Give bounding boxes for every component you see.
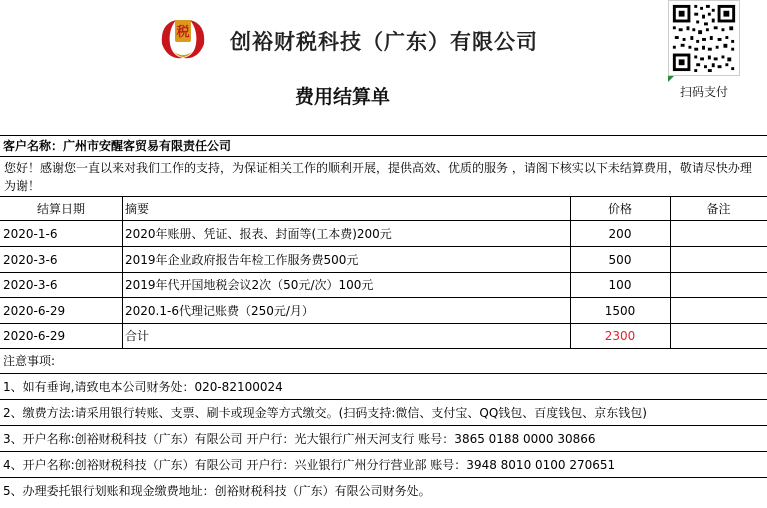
company-logo-icon <box>156 14 210 64</box>
logo-glyph: 税 <box>176 25 190 40</box>
qr-corner-marker <box>668 76 674 82</box>
total-date: 2020-6-29 <box>3 329 66 343</box>
note-line: 1、如有垂询,请致电本公司财务处：020-82100024 <box>0 374 767 400</box>
table-row <box>0 247 767 273</box>
row-price: 200 <box>608 227 632 241</box>
document-title: 费用结算单 <box>295 86 391 108</box>
row-summary: 2019年企业政府报告年检工作服务费500元 <box>125 253 359 267</box>
row-remark <box>670 221 767 246</box>
row-summary: 2020.1-6代理记账费（250元/月） <box>125 304 314 318</box>
qr-caption: 扫码支付 <box>680 85 729 99</box>
total-row <box>0 324 767 349</box>
customer-name: 客户名称：广州市安醒客贸易有限责任公司 <box>3 139 232 153</box>
note-line: 5、办理委托银行划账和现金缴费地址：创裕财税科技（广东）有限公司财务处。 <box>3 484 431 498</box>
company-name: 创裕财税科技（广东）有限公司 <box>230 30 538 54</box>
note-line: 2、缴费方法:请采用银行转账、支票、刷卡或现金等方式缴交。(扫码支持:微信、支付宝、QQ钱包、百度钱包、京东钱包) <box>0 400 767 426</box>
row-remark <box>670 247 767 272</box>
customer-row <box>0 135 767 157</box>
total-remark <box>670 324 767 348</box>
header-date: 结算日期 <box>36 202 85 216</box>
row-summary: 2019年代开国地税会议2次（50元/次）100元 <box>125 278 374 292</box>
row-date: 2020-3-6 <box>3 278 58 292</box>
header-remark: 备注 <box>706 202 731 216</box>
note-line: 4、开户名称:创裕财税科技（广东）有限公司 开户行：兴业银行广州分行营业部 账号：3948 8010 0100 270651 <box>0 452 767 478</box>
header-price: 价格 <box>607 202 632 216</box>
row-remark <box>670 298 767 323</box>
total-price: 2300 <box>604 329 636 343</box>
header-summary: 摘要 <box>125 202 150 216</box>
note-line: 3、开户名称:创裕财税科技（广东）有限公司 开户行：光大银行广州天河支行 账号：3865 0188 0000 30866 <box>0 426 767 452</box>
row-summary: 2020年账册、凭证、报表、封面等(工本费)200元 <box>125 227 392 241</box>
table-header-row <box>0 197 767 221</box>
row-price: 1500 <box>604 304 636 318</box>
logo-subtext: CY <box>177 45 189 54</box>
greeting-text: 您好！感谢您一直以来对我们工作的支持，为保证相关工作的顺利开展，提供高效、优质的服务 ，请阁下核实以下未结算费用，敬请尽快办理为谢！ <box>4 161 752 193</box>
table-row <box>0 273 767 298</box>
total-label: 合计 <box>125 329 150 343</box>
table-row <box>0 221 767 247</box>
row-date: 2020-3-6 <box>3 253 58 267</box>
row-price: 500 <box>608 253 632 267</box>
table-row <box>0 298 767 324</box>
row-remark <box>670 273 767 297</box>
greeting-row <box>0 157 767 197</box>
row-date: 2020-6-29 <box>3 304 66 318</box>
payment-qr-code-icon[interactable] <box>668 0 740 76</box>
row-date: 2020-1-6 <box>3 227 58 241</box>
notes-title: 注意事项: <box>0 349 767 374</box>
document-header <box>0 0 767 130</box>
row-price: 100 <box>608 278 632 292</box>
